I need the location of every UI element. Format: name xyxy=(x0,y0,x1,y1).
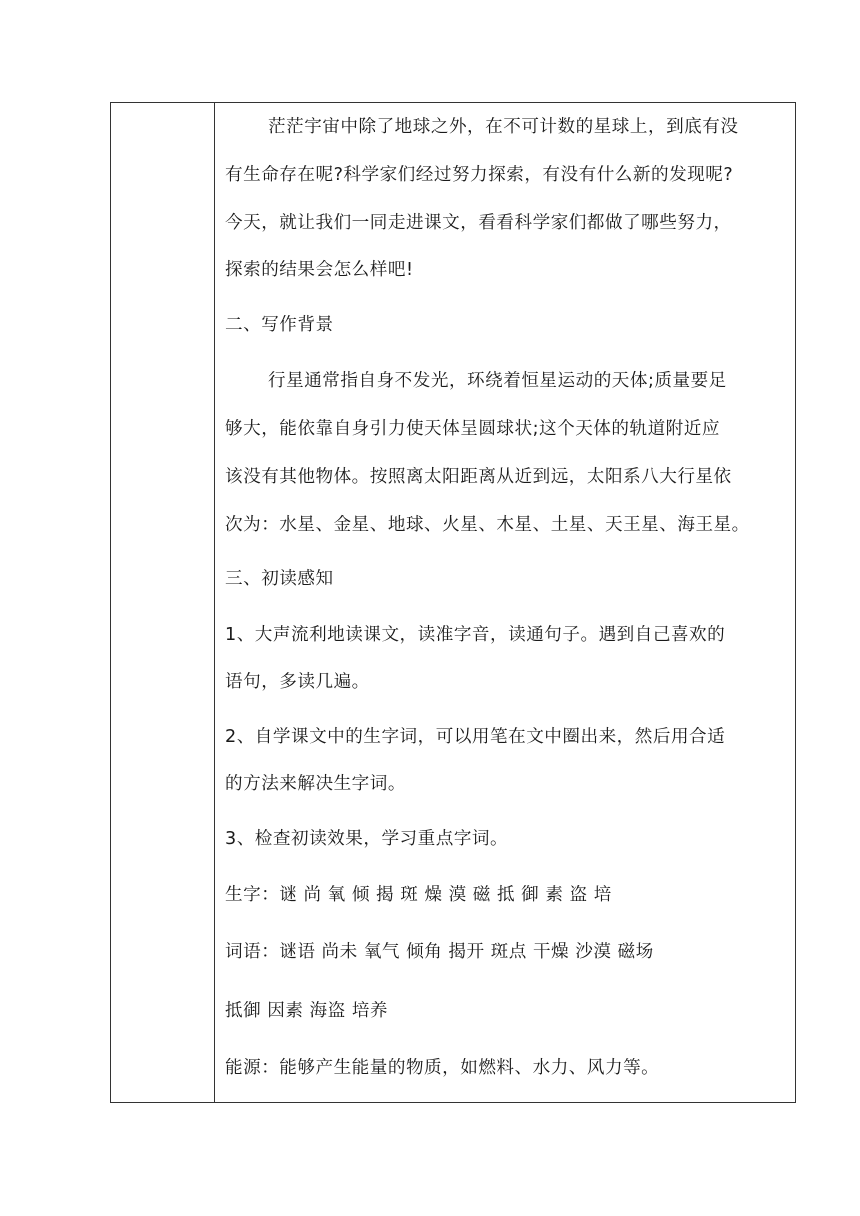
energy-definition-line: 能源：能够产生能量的物质，如燃料、水力、风力等。 xyxy=(225,1058,660,1078)
table-content-cell xyxy=(216,103,795,1102)
section-heading-background: 二、写作背景 xyxy=(225,315,334,335)
background-line-1: 行星通常指自身不发光，环绕着恒星运动的天体;质量要足 xyxy=(268,371,727,391)
step-3-line: 3、检查初读效果，学习重点字词。 xyxy=(225,829,509,849)
background-line-4: 次为：水星、金星、地球、火星、木星、土星、天王星、海王星。 xyxy=(225,515,750,535)
intro-line-2: 有生命存在呢?科学家们经过努力探索，有没有什么新的发现呢? xyxy=(225,165,734,185)
vocabulary-line-2: 抵御 因素 海盗 培养 xyxy=(225,1001,389,1021)
step-2-line-2: 的方法来解决生字词。 xyxy=(225,774,406,794)
intro-line-1: 茫茫宇宙中除了地球之外，在不可计数的星球上，到底有没 xyxy=(268,117,739,137)
new-characters-line: 生字：谜 尚 氧 倾 揭 斑 燥 漠 磁 抵 御 素 盗 培 xyxy=(225,885,612,905)
step-1-line-2: 语句，多读几遍。 xyxy=(225,672,370,692)
intro-line-3: 今天，就让我们一同走进课文，看看科学家们都做了哪些努力， xyxy=(225,213,732,233)
table-left-column xyxy=(111,103,215,1102)
vocabulary-line-1: 词语：谜语 尚未 氧气 倾角 揭开 斑点 干燥 沙漠 磁场 xyxy=(225,942,654,962)
background-line-2: 够大，能依靠自身引力使天体呈圆球状;这个天体的轨道附近应 xyxy=(225,419,720,439)
background-line-3: 该没有其他物体。按照离太阳距离从近到远，太阳系八大行星依 xyxy=(225,467,732,487)
step-1-line-1: 1、大声流利地读课文，读准字音，读通句子。遇到自己喜欢的 xyxy=(225,625,726,645)
section-heading-first-reading: 三、初读感知 xyxy=(225,569,334,589)
intro-line-4: 探索的结果会怎么样吧! xyxy=(225,260,414,280)
lesson-table xyxy=(110,102,796,1103)
step-2-line-1: 2、自学课文中的生字词，可以用笔在文中圈出来，然后用合适 xyxy=(225,727,726,747)
